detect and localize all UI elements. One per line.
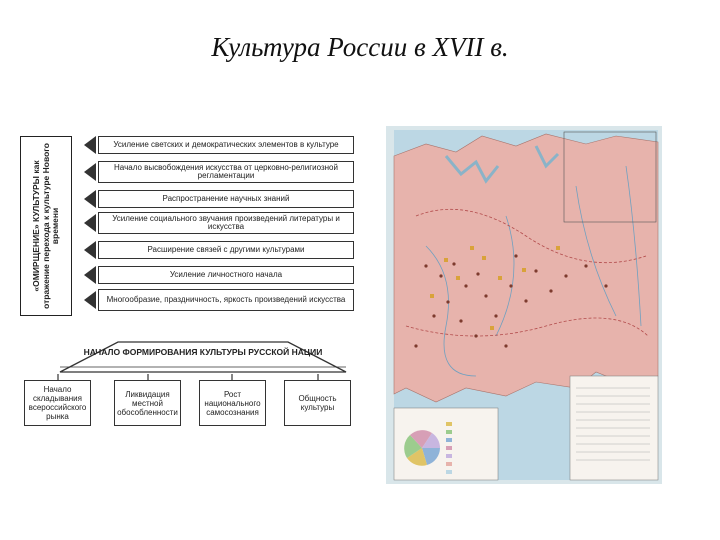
scheme-item-label: Расширение связей с другими культурами <box>98 241 354 259</box>
scheme-item-label: Усиление светских и демократических элементов в культуре <box>98 136 354 154</box>
scheme-item <box>84 241 354 259</box>
arrow-left-icon <box>84 214 96 232</box>
arrow-left-icon <box>84 190 96 208</box>
scheme-item <box>84 136 354 154</box>
arrow-left-icon <box>84 241 96 259</box>
arrow-left-icon <box>84 266 96 284</box>
arrow-left-icon <box>84 291 96 309</box>
scheme-item <box>84 289 354 311</box>
scheme-item <box>84 266 354 284</box>
scheme-item <box>84 212 354 234</box>
arrow-left-icon <box>84 136 96 154</box>
arrow-left-icon <box>84 163 96 181</box>
scheme-item <box>84 190 354 208</box>
hub-label: НАЧАЛО ФОРМИРОВАНИЯ КУЛЬТУРЫ РУССКОЙ НАЦИИ <box>83 347 323 357</box>
bottom-box: Ликвидация местной обособленности <box>114 380 181 426</box>
culture-map <box>386 126 662 484</box>
bottom-box: Рост национального самосознания <box>199 380 266 426</box>
page-title: Культура России в XVII в. <box>211 32 509 62</box>
russia-map-image <box>386 126 662 484</box>
secularization-box <box>20 136 72 316</box>
secularization-label: «ОМИРЩЕНИЕ» КУЛЬТУРЫ как отражение перехода к культуре Нового времени <box>30 143 60 309</box>
culture-scheme <box>18 132 360 432</box>
scheme-item-label: Усиление социального звучания произведений литературы и искусства <box>98 212 354 234</box>
hub-banner <box>58 340 348 374</box>
scheme-item-label: Начало высвобождения искусства от церковно-религиозной регламентации <box>98 161 354 183</box>
scheme-item <box>84 161 354 183</box>
scheme-item-label: Распространение научных знаний <box>98 190 354 208</box>
bottom-box: Начало складывания всероссийского рынка <box>24 380 91 426</box>
scheme-item-label: Усиление личностного начала <box>98 266 354 284</box>
scheme-item-label: Многообразие, праздничность, яркость произведений искусства <box>98 289 354 311</box>
bottom-box: Общность культуры <box>284 380 351 426</box>
